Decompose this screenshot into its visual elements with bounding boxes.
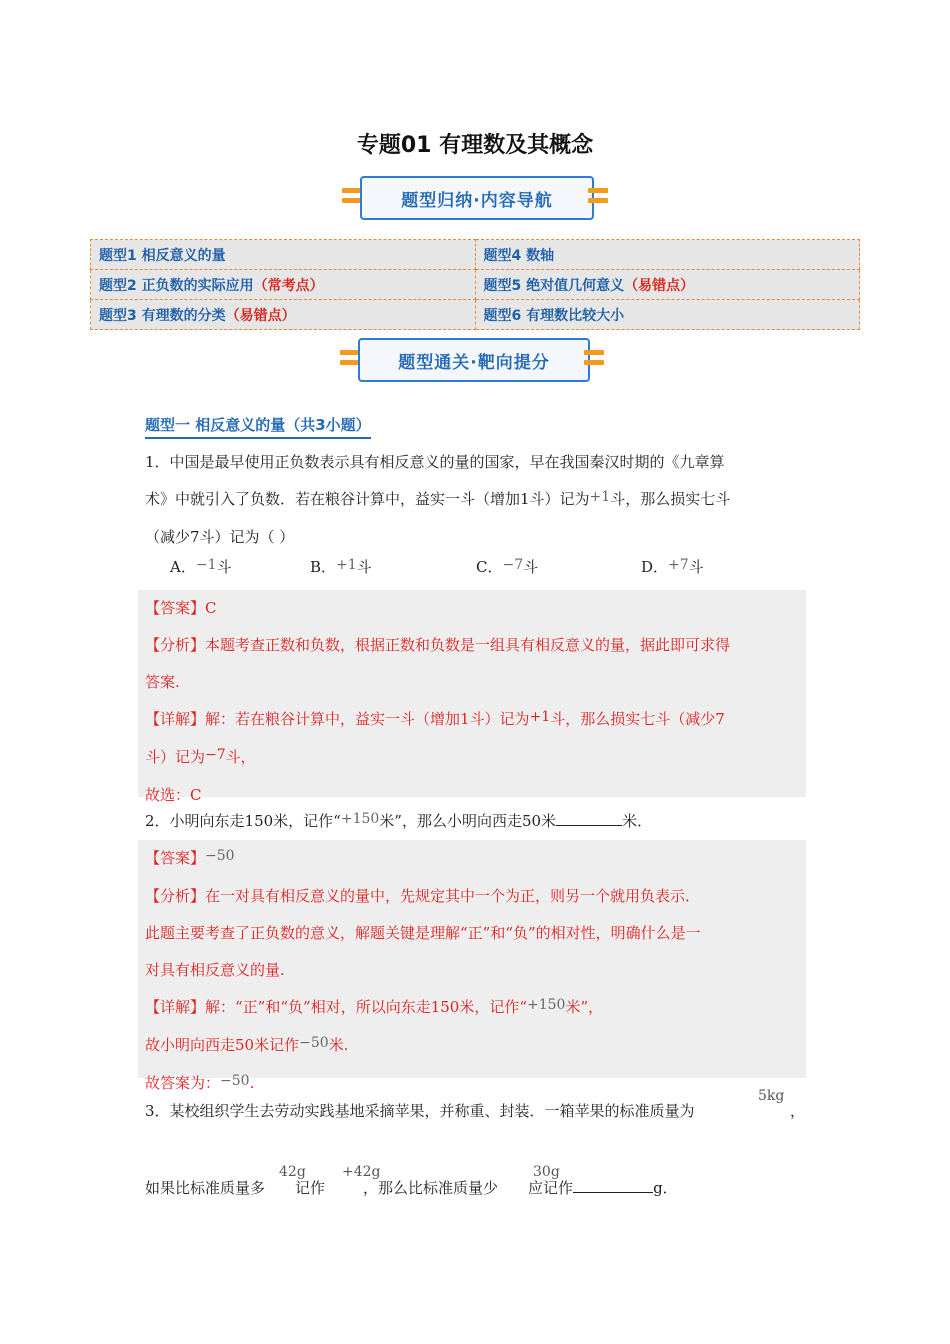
answer-label: 【答案】 — [145, 599, 206, 617]
nav-item[interactable] — [475, 300, 860, 330]
answer-blank[interactable] — [556, 809, 622, 826]
math-expr: 42g — [279, 1164, 306, 1180]
question-2: 2．小明向东走150米，记作“+150米”，那么小明向西走50米 米． — [145, 811, 653, 830]
math-expr: +1 — [589, 489, 611, 505]
detail-label: 【详解】 — [145, 710, 206, 728]
option-c[interactable]: C．−7斗 — [476, 557, 539, 576]
analysis-label: 【分析】 — [145, 636, 206, 654]
math-expr: +42g — [342, 1164, 381, 1180]
answer-block-2: 【答案】−50 【分析】在一对具有相反意义的量中，先规定其中一个为正，则另一个就用负表示． 此题主要考查了正负数的意义，解题关键是理解“正”和“负”的相对性，明确什么是一 对具有相反意义的量. 【详解】解：“正”和“负”相对，所以向东走150米，记作“+150米”， 故小明向西走50米记作−50米. 故答案为：−50. — [138, 840, 806, 1078]
nav-item-label: 题型6 有理数比较大小 — [483, 307, 625, 324]
option-d[interactable]: D．+7斗 — [641, 557, 704, 576]
topic-nav-table — [90, 239, 860, 330]
question-text: （减少7斗）记为（ ） — [145, 528, 295, 546]
nav-item-label: 题型2 正负数的实际应用 — [99, 277, 254, 294]
nav-item[interactable] — [91, 300, 476, 330]
nav-item-label: 题型1 相反意义的量 — [99, 247, 226, 264]
section-heading: 题型一 相反意义的量（共3小题） — [145, 414, 371, 439]
banner-content-nav — [0, 176, 950, 220]
answer-block-1: 【答案】C 【分析】本题考查正数和负数，根据正数和负数是一组具有相反意义的量，据此即可求得 答案. 【详解】解：若在粮谷计算中，益实一斗（增加1斗）记为+1斗，那么损实七斗（减少7 斗）记为−7斗， 故选：C — [138, 590, 806, 797]
banner-practice — [0, 338, 950, 382]
analysis-label: 【分析】 — [145, 887, 206, 905]
equals-icon-right — [584, 346, 604, 370]
analysis-text: 本题考查正数和负数，根据正数和负数是一组具有相反意义的量，据此即可求得 — [205, 636, 731, 654]
equals-icon-right — [588, 184, 608, 208]
nav-item[interactable] — [91, 270, 476, 300]
math-expr: 30g — [533, 1164, 560, 1180]
nav-item[interactable] — [91, 240, 476, 270]
nav-item-label: 题型5 绝对值几何意义 — [483, 277, 625, 294]
nav-item-label: 题型3 有理数的分类 — [99, 307, 226, 324]
question-text: 术》中就引入了负数．若在粮谷计算中，益实一斗（增加1斗）记为+1斗，那么损实七斗 — [145, 489, 731, 508]
analysis-text: 此题主要考查了正负数的意义，解题关键是理解“正”和“负”的相对性，明确什么是一 — [145, 924, 701, 942]
question-text: 3．某校组织学生去劳动实践基地采摘苹果，并称重、封装．一箱苹果的标准质量为 — [145, 1102, 695, 1120]
question-3 — [145, 1093, 805, 1130]
page-title: 专题01 有理数及其概念 — [356, 133, 594, 158]
equals-icon-left — [342, 184, 362, 208]
answer-blank[interactable] — [573, 1176, 653, 1193]
analysis-text: 在一对具有相反意义的量中，先规定其中一个为正，则另一个就用负表示． — [205, 887, 701, 905]
nav-item-label: 题型4 数轴 — [483, 247, 555, 264]
option-a[interactable]: A．−1斗 — [170, 557, 232, 576]
option-b[interactable]: B．+1斗 — [310, 557, 372, 576]
math-expr: +150 — [340, 811, 380, 827]
question-1 — [145, 444, 805, 556]
detail-label: 【详解】 — [145, 998, 206, 1016]
answer-value: −50 — [205, 848, 235, 864]
math-expr: 5kg — [758, 1088, 785, 1104]
nav-item[interactable] — [475, 270, 860, 300]
analysis-text: 对具有相反意义的量. — [145, 961, 285, 979]
nav-item[interactable] — [475, 240, 860, 270]
analysis-text: 答案. — [145, 673, 180, 691]
nav-item-note: （常考点） — [253, 277, 324, 294]
answer-label: 【答案】 — [145, 849, 206, 867]
nav-item-note: （易错点） — [225, 307, 296, 324]
equals-icon-left — [340, 346, 360, 370]
banner-title: 题型归纳·内容导航 — [360, 176, 594, 220]
question-text: 1．中国是最早使用正负数表示具有相反意义的量的国家，早在我国秦汉时期的《九章算 — [145, 453, 725, 471]
nav-item-note: （易错点） — [624, 277, 695, 294]
choose-text: 故选：C — [145, 786, 202, 804]
answer-value: C — [205, 599, 217, 617]
banner-title: 题型通关·靶向提分 — [358, 338, 590, 382]
question-3-line2: 如果比标准质量多 记作 ，那么比标准质量少 应记作 g． — [145, 1170, 805, 1207]
